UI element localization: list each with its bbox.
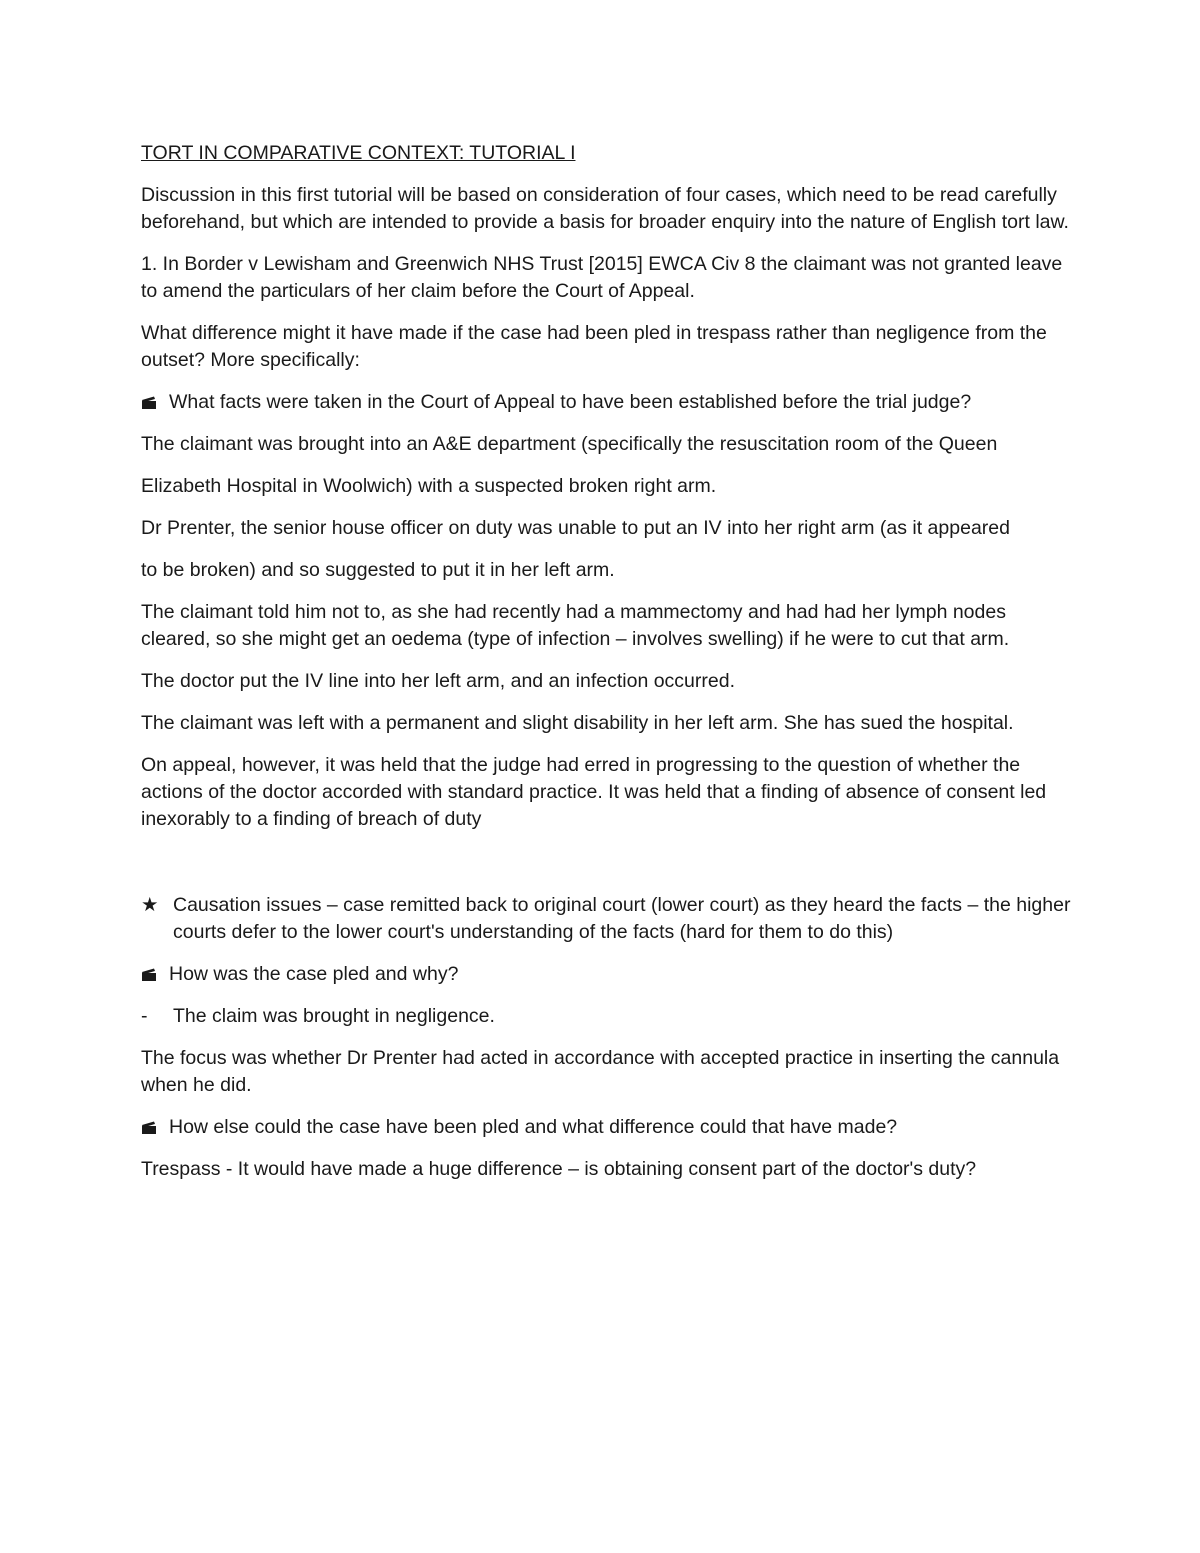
fact-7: The claimant was left with a permanent and slight disability in her left arm. She has sued the hospital. — [141, 712, 1014, 734]
question-3-text: How else could the case have been pled and what difference could that have made? — [169, 1116, 898, 1138]
fact-5: The claimant told him not to, as she had recently had a mammectomy and had had her lymph nodes cleared, so she might get an oedema (type of infection – involves swelling) if he were to cut that arm. — [141, 601, 1010, 650]
clapperboard-icon — [141, 1114, 169, 1141]
trespass-paragraph: Trespass - It would have made a huge difference – is obtaining consent part of the doctor's duty? — [141, 1158, 977, 1180]
spacer — [141, 848, 1071, 892]
fact-2: Elizabeth Hospital in Woolwich) with a suspected broken right arm. — [141, 475, 717, 497]
fact-4: to be broken) and so suggested to put it in her left arm. — [141, 559, 615, 581]
clapperboard-icon — [141, 961, 169, 988]
question-2-text: How was the case pled and why? — [169, 963, 459, 985]
question-3 — [141, 1114, 1071, 1141]
document-body — [141, 140, 1071, 1198]
fact-6: The doctor put the IV line into her left arm, and an infection occurred. — [141, 670, 735, 692]
answer-2-bullet — [141, 1003, 1071, 1030]
fact-1: The claimant was brought into an A&E department (specifically the resuscitation room of the Queen — [141, 433, 998, 455]
causation-bullet — [141, 892, 1071, 946]
question-intro: What difference might it have made if the case had been pled in trespass rather than negligence from the outset? More specifically: — [141, 322, 1047, 371]
question-1-text: What facts were taken in the Court of Appeal to have been established before the trial judge? — [169, 391, 972, 413]
causation-text: Causation issues – case remitted back to original court (lower court) as they heard the facts – the higher courts defer to the lower court's understanding of the facts (hard for them to do this) — [173, 894, 1071, 943]
question-1 — [141, 389, 1071, 416]
clapperboard-icon — [141, 389, 169, 416]
dash-marker: - — [141, 1005, 148, 1027]
document-title: TORT IN COMPARATIVE CONTEXT: TUTORIAL I — [141, 142, 576, 164]
fact-3: Dr Prenter, the senior house officer on duty was unable to put an IV into her right arm (as it appeared — [141, 517, 1010, 539]
case-item-1: 1. In Border v Lewisham and Greenwich NHS Trust [2015] EWCA Civ 8 the claimant was not granted leave to amend the particulars of her claim before the Court of Appeal. — [141, 253, 1063, 302]
fact-8: On appeal, however, it was held that the judge had erred in progressing to the question of whether the actions of the doctor accorded with standard practice. It was held that a finding of absence of consent led inexorably to a finding of breach of duty — [141, 754, 1047, 830]
star-icon: ★ — [141, 894, 159, 916]
focus-paragraph: The focus was whether Dr Prenter had acted in accordance with accepted practice in inserting the cannula when he did. — [141, 1047, 1060, 1096]
intro-paragraph: Discussion in this first tutorial will be based on consideration of four cases, which need to be read carefully beforehand, but which are intended to provide a basis for broader enquiry into the nature of English tort law. — [141, 184, 1069, 233]
answer-2-text: The claim was brought in negligence. — [173, 1005, 495, 1027]
question-2 — [141, 961, 1071, 988]
